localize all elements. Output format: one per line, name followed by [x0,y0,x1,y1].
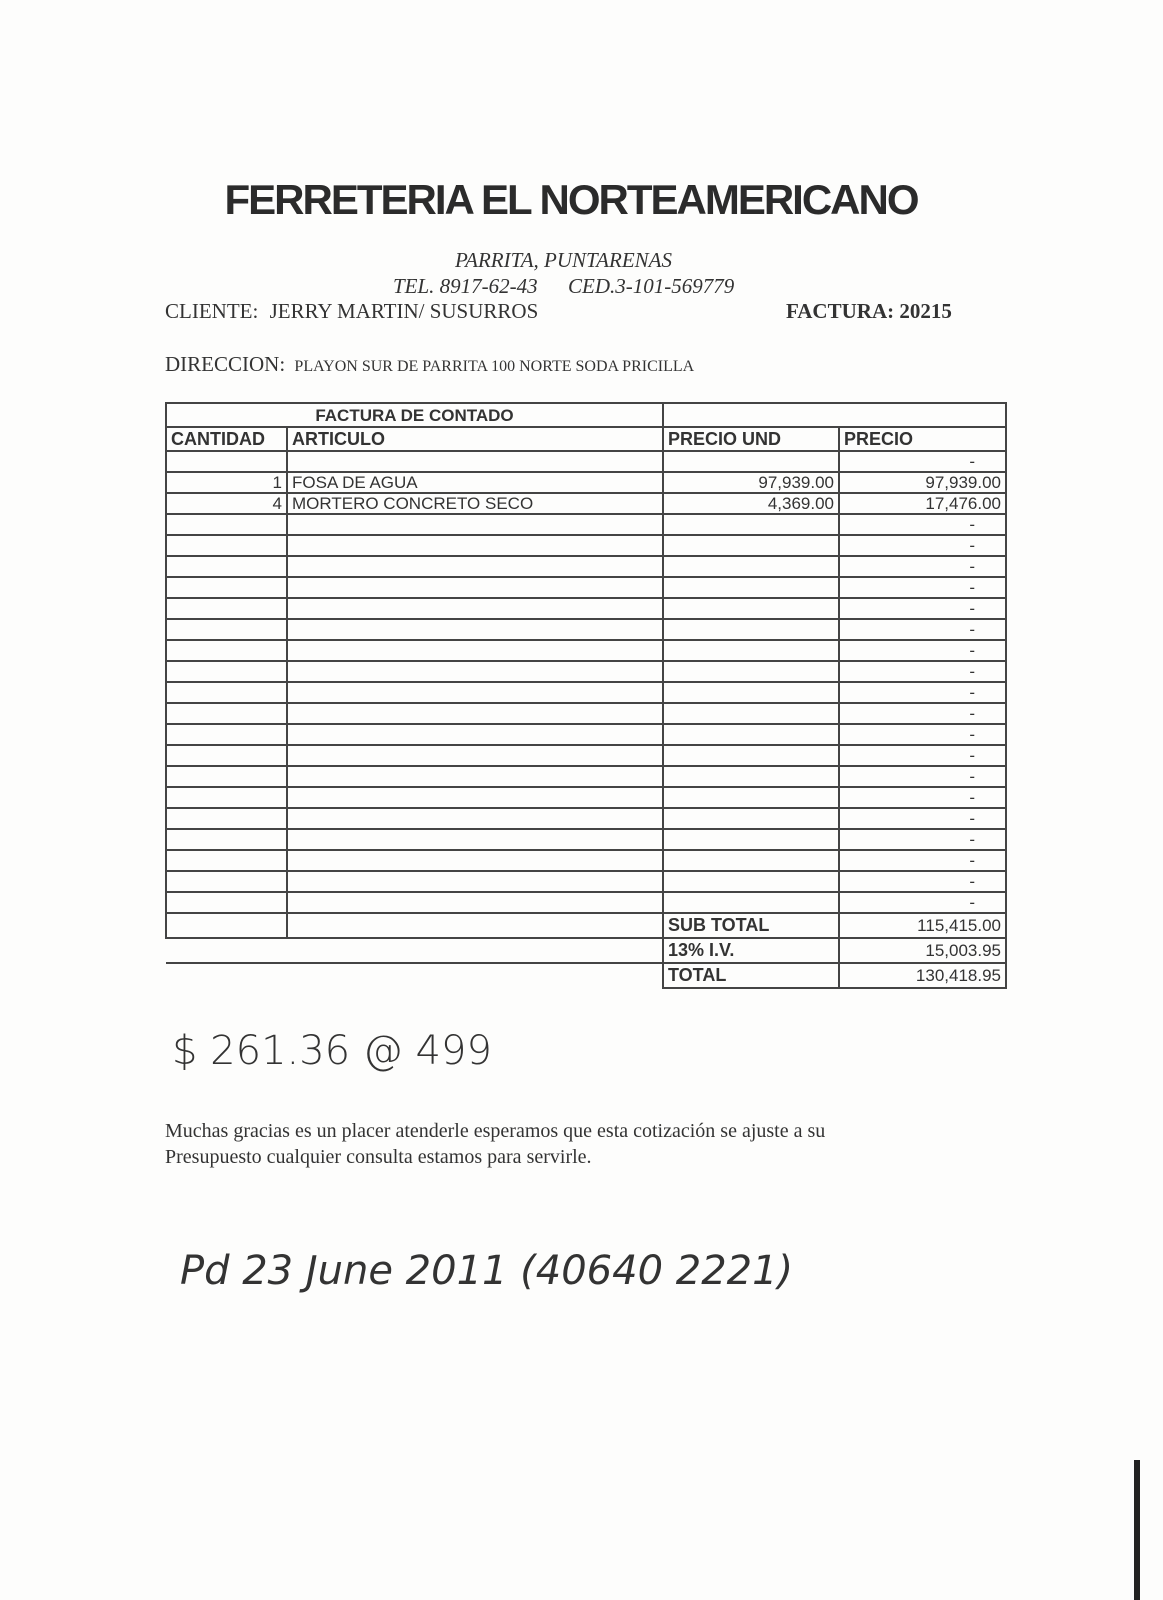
company-phone: TEL. 8917-62-43 [393,274,538,298]
cell-articulo [287,535,663,556]
cell-precio: - [839,451,1006,472]
cell-cantidad [166,682,287,703]
cell-articulo [287,787,663,808]
cell-precio-und [663,640,839,661]
cell-cantidad [166,640,287,661]
cell-precio: 17,476.00 [839,493,1006,514]
cell-cantidad: 1 [166,472,287,493]
invoice-value: 20215 [899,299,952,323]
subtotal-row [166,913,1006,938]
cell-precio: - [839,598,1006,619]
cell-cantidad [166,829,287,850]
table-title: FACTURA DE CONTADO [166,403,663,427]
cell-cantidad [166,577,287,598]
cell-articulo [287,514,663,535]
table-row [166,703,1006,724]
cell-precio: - [839,850,1006,871]
cell-precio: - [839,682,1006,703]
address-label: DIRECCION: [165,352,286,376]
cell-articulo [287,661,663,682]
cell-precio: - [839,829,1006,850]
invoice-number [786,299,952,324]
tax-label: 13% I.V. [663,938,839,963]
cell-articulo [287,640,663,661]
cell-precio-und [663,829,839,850]
cell-precio: - [839,577,1006,598]
table-row [166,556,1006,577]
table-row [166,535,1006,556]
cell-precio-und [663,745,839,766]
cell-cantidad [166,556,287,577]
blank-cell [287,938,663,963]
cell-precio-und [663,850,839,871]
company-location: PARRITA, PUNTARENAS [455,248,672,272]
table-row [166,682,1006,703]
table-row [166,598,1006,619]
cell-cantidad [166,703,287,724]
blank-cell [166,963,287,988]
cell-precio-und [663,514,839,535]
cell-articulo [287,850,663,871]
cell-precio: 97,939.00 [839,472,1006,493]
cell-articulo [287,619,663,640]
total-row [166,963,1006,988]
table-row [166,451,1006,472]
cell-articulo [287,871,663,892]
cell-precio-und [663,787,839,808]
table-row [166,577,1006,598]
blank-cell [287,963,663,988]
cell-cantidad [166,661,287,682]
client-line [165,299,538,324]
handwritten-note-paid: Pd 23 June 2011 (40640 2221) [180,1248,794,1294]
table-row [166,766,1006,787]
cell-precio-und: 4,369.00 [663,493,839,514]
cell-cantidad [166,598,287,619]
table-row [166,787,1006,808]
cell-precio-und [663,724,839,745]
subtotal-label: SUB TOTAL [663,913,839,938]
cell-precio: - [839,892,1006,913]
cell-precio-und [663,808,839,829]
cell-cantidad [166,514,287,535]
cell-precio-und [663,451,839,472]
cell-precio-und [663,661,839,682]
cell-precio: - [839,619,1006,640]
invoice-table [165,402,1007,989]
table-row [166,493,1006,514]
table-row [166,619,1006,640]
cell-cantidad [166,535,287,556]
cell-precio-und [663,535,839,556]
handwritten-note-amount: $ 261.36 @ 499 [172,1028,492,1074]
cell-precio-und [663,871,839,892]
cell-precio: - [839,766,1006,787]
cell-precio-und: 97,939.00 [663,472,839,493]
cell-cantidad [166,745,287,766]
tax-value: 15,003.95 [839,938,1006,963]
header-articulo: ARTICULO [287,427,663,451]
cell-cantidad [166,871,287,892]
cell-cantidad [166,451,287,472]
cell-articulo [287,766,663,787]
cell-articulo [287,703,663,724]
cell-articulo [287,829,663,850]
total-value: 130,418.95 [839,963,1006,988]
cell-precio-und [663,598,839,619]
company-ced: CED.3-101-569779 [568,274,735,298]
client-name: JERRY MARTIN/ SUSURROS [269,299,539,323]
header-precio: PRECIO [839,427,1006,451]
cell-precio: - [839,745,1006,766]
cell-articulo [287,556,663,577]
subtotal-value: 115,415.00 [839,913,1006,938]
cell-precio-und [663,577,839,598]
blank-cell [287,913,663,938]
cell-cantidad [166,850,287,871]
header-precio-und: PRECIO UND [663,427,839,451]
table-row [166,871,1006,892]
table-row [166,661,1006,682]
client-label: CLIENTE: [165,299,259,323]
address-value: PLAYON SUR DE PARRITA 100 NORTE SODA PRICILLA [294,358,695,375]
table-row [166,472,1006,493]
cell-articulo [287,577,663,598]
cell-articulo [287,892,663,913]
table-row [166,808,1006,829]
cell-precio: - [839,556,1006,577]
cell-precio-und [663,892,839,913]
table-row [166,892,1006,913]
cell-precio: - [839,808,1006,829]
cell-precio: - [839,703,1006,724]
invoice-label: FACTURA: [786,299,895,323]
cell-precio-und [663,619,839,640]
cell-precio: - [839,724,1006,745]
company-logo: FERRETERIA EL NORTEAMERICANO [224,176,918,223]
cell-precio: - [839,661,1006,682]
tax-row [166,938,1006,963]
cell-cantidad: 4 [166,493,287,514]
table-row [166,640,1006,661]
footer-message-2: Presupuesto cualquier consulta estamos para servirle. [165,1146,592,1168]
cell-articulo [287,598,663,619]
cell-articulo: FOSA DE AGUA [287,472,663,493]
cell-articulo [287,724,663,745]
cell-articulo [287,451,663,472]
footer-message-1: Muchas gracias es un placer atenderle esperamos que esta cotización se ajuste a su [165,1120,826,1142]
cell-precio: - [839,640,1006,661]
cell-precio: - [839,514,1006,535]
header-cantidad: CANTIDAD [166,427,287,451]
scan-edge [1134,1460,1140,1600]
table-title-blank [663,403,1006,427]
table-row [166,724,1006,745]
cell-cantidad [166,787,287,808]
cell-articulo: MORTERO CONCRETO SECO [287,493,663,514]
address-line [165,352,694,377]
table-row [166,850,1006,871]
cell-articulo [287,745,663,766]
total-label: TOTAL [663,963,839,988]
table-row [166,745,1006,766]
blank-cell [166,938,287,963]
cell-precio: - [839,871,1006,892]
cell-precio-und [663,766,839,787]
cell-cantidad [166,808,287,829]
table-row [166,829,1006,850]
cell-cantidad [166,766,287,787]
cell-precio-und [663,556,839,577]
cell-cantidad [166,724,287,745]
cell-precio-und [663,682,839,703]
cell-articulo [287,682,663,703]
table-row [166,514,1006,535]
cell-articulo [287,808,663,829]
cell-precio: - [839,535,1006,556]
cell-precio: - [839,787,1006,808]
cell-cantidad [166,892,287,913]
cell-precio-und [663,703,839,724]
blank-cell [166,913,287,938]
cell-cantidad [166,619,287,640]
